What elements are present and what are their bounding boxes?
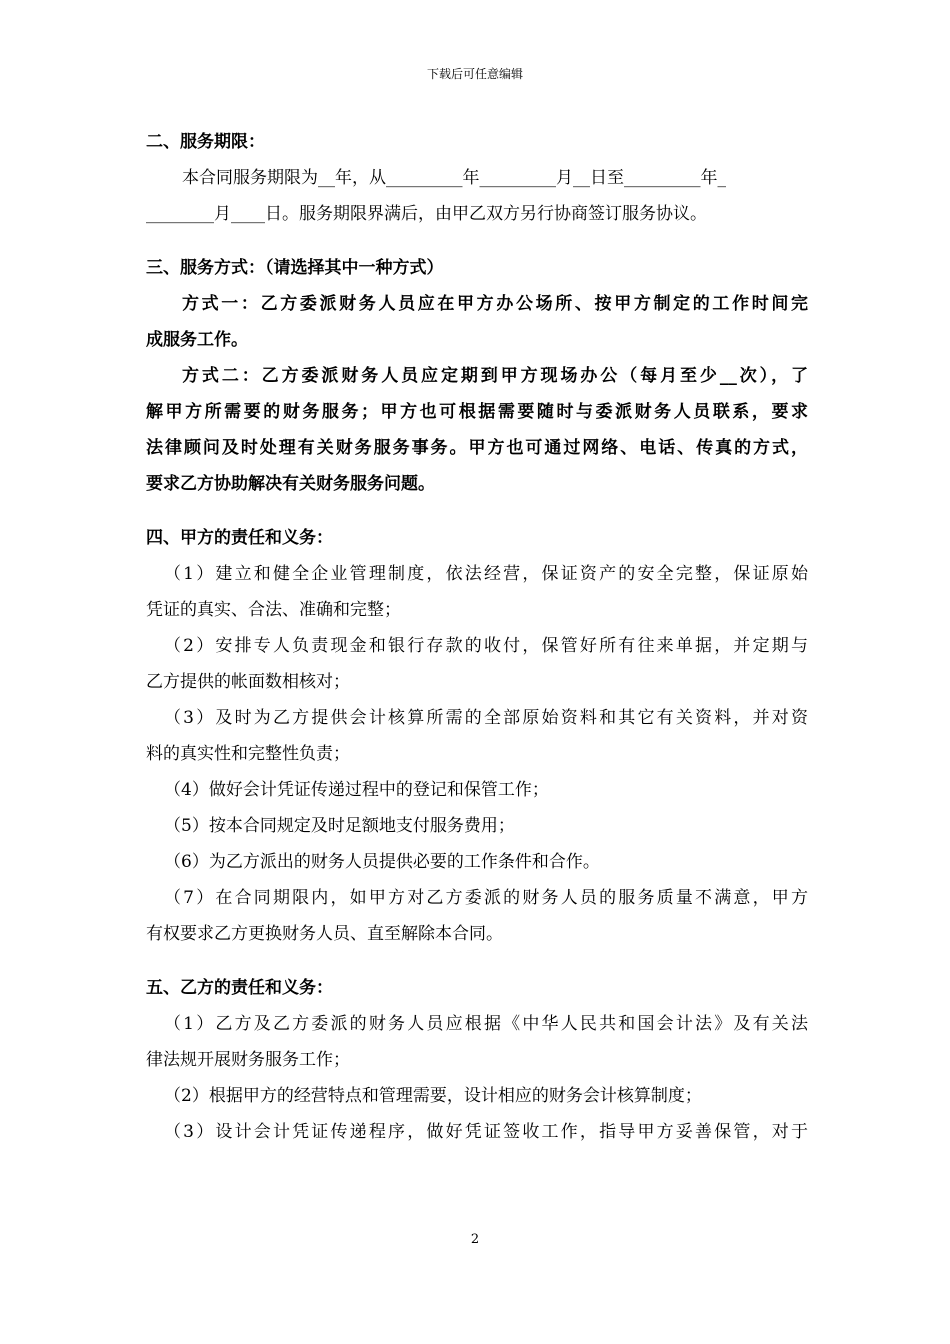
list-item-line: （6）为乙方派出的财务人员提供必要的工作条件和合作。 — [164, 852, 600, 872]
list-item-line: （5）按本合同规定及时足额地支付服务费用； — [164, 816, 515, 836]
list-item-line: （1）乙方及乙方委派的财务人员应根据《中华人民共和国会计法》及有关法 — [164, 1014, 808, 1034]
list-item-line: （4）做好会计凭证传递过程中的登记和保管工作； — [164, 780, 549, 800]
list-item-line: （3）设计会计凭证传递程序，做好凭证签收工作，指导甲方妥善保管，对于 — [164, 1122, 808, 1142]
list-item-line: 乙方提供的帐面数相核对； — [146, 672, 350, 692]
paragraph-line: 法律顾问及时处理有关财务服务事务。甲方也可通过网络、电话、传真的方式， — [146, 438, 808, 458]
section-title-service-term: 二、服务期限： — [146, 132, 265, 152]
paragraph-line: 解甲方所需要的财务服务；甲方也可根据需要随时与委派财务人员联系，要求 — [146, 402, 808, 422]
list-item-line: 有权要求乙方更换财务人员、直至解除本合同。 — [146, 924, 503, 944]
paragraph-line: 方式二：乙方委派财务人员应定期到甲方现场办公（每月至少__次），了 — [182, 366, 808, 386]
list-item-line: （2）根据甲方的经营特点和管理需要，设计相应的财务会计核算制度； — [164, 1086, 702, 1106]
paragraph-line: 要求乙方协助解决有关财务服务问题。 — [146, 474, 435, 494]
list-item-line: （7）在合同期限内，如甲方对乙方委派的财务人员的服务质量不满意，甲方 — [164, 888, 808, 908]
page-number: 2 — [470, 1232, 480, 1247]
list-item-line: 律法规开展财务服务工作； — [146, 1050, 350, 1070]
list-item-line: 料的真实性和完整性负责； — [146, 744, 350, 764]
section-title-service-method: 三、服务方式：（请选择其中一种方式） — [146, 258, 444, 278]
section-title-party-a-duties: 四、甲方的责任和义务： — [146, 528, 333, 548]
section-title-party-b-duties: 五、乙方的责任和义务： — [146, 978, 333, 998]
list-item-line: （2）安排专人负责现金和银行存款的收付，保管好所有往来单据，并定期与 — [164, 636, 808, 656]
list-item-line: （3）及时为乙方提供会计核算所需的全部原始资料和其它有关资料，并对资 — [164, 708, 808, 728]
paragraph-line: ________月____日。服务期限界满后，由甲乙双方另行协商签订服务协议。 — [146, 204, 707, 224]
list-item-line: 凭证的真实、合法、准确和完整； — [146, 600, 401, 620]
paragraph-line: 成服务工作。 — [146, 330, 248, 350]
list-item-line: （1）建立和健全企业管理制度，依法经营，保证资产的安全完整，保证原始 — [164, 564, 808, 584]
document-body — [146, 124, 808, 1150]
paragraph-line: 本合同服务期限为__年，从_________年_________月__日至_________年_ — [182, 168, 726, 188]
paragraph-line: 方式一：乙方委派财务人员应在甲方办公场所、按甲方制定的工作时间完 — [182, 294, 808, 314]
page-header-note: 下载后可任意编辑 — [426, 67, 523, 81]
